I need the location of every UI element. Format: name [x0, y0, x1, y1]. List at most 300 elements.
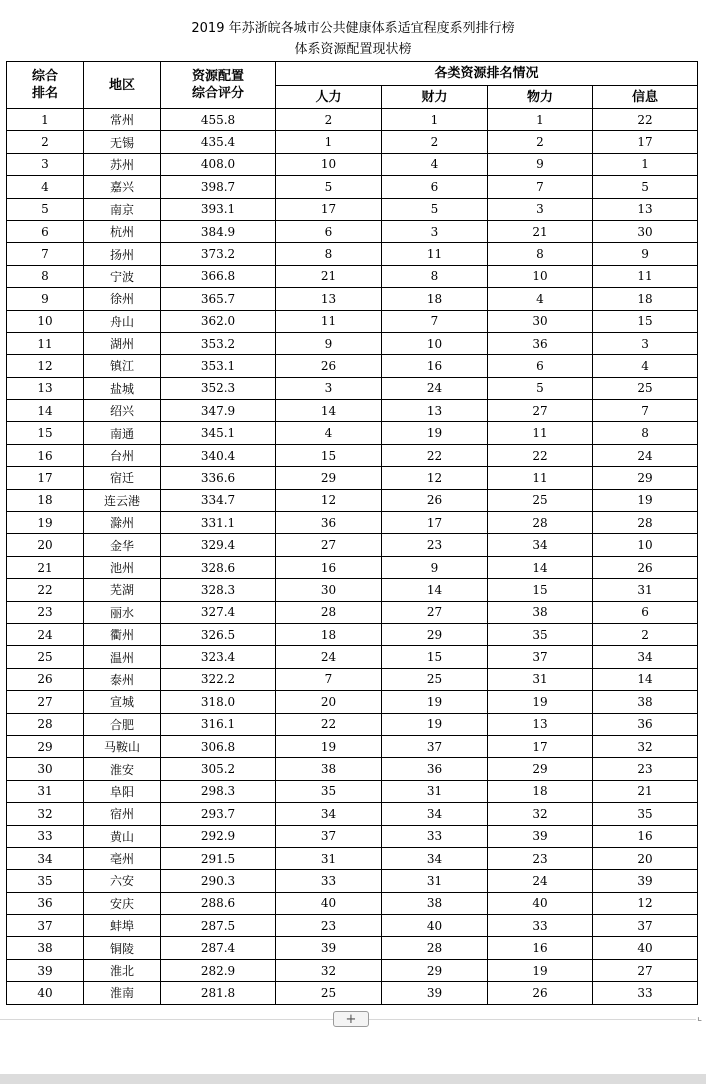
- hr-rank-cell: 33: [276, 870, 382, 892]
- info-rank-cell: 32: [593, 735, 698, 757]
- info-rank-cell: 34: [593, 646, 698, 668]
- header-rank: [7, 62, 84, 109]
- rank-cell: 15: [7, 422, 84, 444]
- info-rank-cell: 2: [593, 623, 698, 645]
- table-row: [7, 534, 698, 556]
- rank-cell: 30: [7, 758, 84, 780]
- city-cell: 无锡: [84, 131, 161, 153]
- info-rank-cell: 17: [593, 131, 698, 153]
- score-cell: 328.6: [161, 556, 276, 578]
- info-rank-cell: 8: [593, 422, 698, 444]
- material-rank-cell: 8: [488, 243, 593, 265]
- material-rank-cell: 5: [488, 377, 593, 399]
- city-cell: 黄山: [84, 825, 161, 847]
- hr-rank-cell: 27: [276, 534, 382, 556]
- horizontal-scrollbar[interactable]: [0, 1074, 706, 1084]
- rank-cell: 11: [7, 332, 84, 354]
- finance-rank-cell: 24: [382, 377, 488, 399]
- rank-cell: 7: [7, 243, 84, 265]
- city-cell: 宿迁: [84, 467, 161, 489]
- hr-rank-cell: 22: [276, 713, 382, 735]
- material-rank-cell: 11: [488, 422, 593, 444]
- table-row: [7, 288, 698, 310]
- rank-cell: 2: [7, 131, 84, 153]
- ranking-table-body: [7, 109, 698, 1005]
- info-rank-cell: 5: [593, 176, 698, 198]
- table-row: [7, 691, 698, 713]
- rank-cell: 32: [7, 803, 84, 825]
- info-rank-cell: 15: [593, 310, 698, 332]
- material-rank-cell: 33: [488, 915, 593, 937]
- material-rank-cell: 18: [488, 780, 593, 802]
- hr-rank-cell: 39: [276, 937, 382, 959]
- rank-cell: 5: [7, 198, 84, 220]
- score-cell: 288.6: [161, 892, 276, 914]
- city-cell: 南京: [84, 198, 161, 220]
- hr-rank-cell: 6: [276, 220, 382, 242]
- finance-rank-cell: 6: [382, 176, 488, 198]
- info-rank-cell: 6: [593, 601, 698, 623]
- rank-cell: 35: [7, 870, 84, 892]
- city-cell: 温州: [84, 646, 161, 668]
- info-rank-cell: 20: [593, 847, 698, 869]
- table-row: [7, 825, 698, 847]
- rank-cell: 27: [7, 691, 84, 713]
- rank-cell: 29: [7, 735, 84, 757]
- finance-rank-cell: 14: [382, 579, 488, 601]
- header-info: 信息: [593, 86, 698, 109]
- table-row: [7, 803, 698, 825]
- hr-rank-cell: 24: [276, 646, 382, 668]
- table-row: [7, 444, 698, 466]
- score-cell: 340.4: [161, 444, 276, 466]
- finance-rank-cell: 7: [382, 310, 488, 332]
- table-row: [7, 959, 698, 981]
- material-rank-cell: 31: [488, 668, 593, 690]
- hr-rank-cell: 4: [276, 422, 382, 444]
- material-rank-cell: 14: [488, 556, 593, 578]
- table-row: [7, 915, 698, 937]
- header-score: [161, 62, 276, 109]
- material-rank-cell: 16: [488, 937, 593, 959]
- finance-rank-cell: 34: [382, 847, 488, 869]
- city-cell: 连云港: [84, 489, 161, 511]
- material-rank-cell: 39: [488, 825, 593, 847]
- finance-rank-cell: 19: [382, 713, 488, 735]
- finance-rank-cell: 25: [382, 668, 488, 690]
- material-rank-cell: 26: [488, 982, 593, 1004]
- table-row: [7, 467, 698, 489]
- finance-rank-cell: 37: [382, 735, 488, 757]
- hr-rank-cell: 8: [276, 243, 382, 265]
- rank-cell: 23: [7, 601, 84, 623]
- table-row: [7, 512, 698, 534]
- finance-rank-cell: 18: [382, 288, 488, 310]
- header-hr: 人力: [276, 86, 382, 109]
- city-cell: 马鞍山: [84, 735, 161, 757]
- material-rank-cell: 37: [488, 646, 593, 668]
- material-rank-cell: 4: [488, 288, 593, 310]
- score-cell: 353.2: [161, 332, 276, 354]
- hr-rank-cell: 1: [276, 131, 382, 153]
- material-rank-cell: 22: [488, 444, 593, 466]
- info-rank-cell: 28: [593, 512, 698, 534]
- material-rank-cell: 24: [488, 870, 593, 892]
- score-cell: 408.0: [161, 153, 276, 175]
- table-row: [7, 735, 698, 757]
- hr-rank-cell: 38: [276, 758, 382, 780]
- city-cell: 合肥: [84, 713, 161, 735]
- info-rank-cell: 19: [593, 489, 698, 511]
- rank-cell: 9: [7, 288, 84, 310]
- rank-cell: 26: [7, 668, 84, 690]
- city-cell: 杭州: [84, 220, 161, 242]
- hr-rank-cell: 17: [276, 198, 382, 220]
- table-row: [7, 758, 698, 780]
- hr-rank-cell: 10: [276, 153, 382, 175]
- header-rank-line2: 排名: [31, 86, 58, 101]
- ranking-table: [6, 61, 698, 1005]
- material-rank-cell: 17: [488, 735, 593, 757]
- score-cell: 345.1: [161, 422, 276, 444]
- table-row: [7, 243, 698, 265]
- table-row: [7, 847, 698, 869]
- city-cell: 舟山: [84, 310, 161, 332]
- score-cell: 366.8: [161, 265, 276, 287]
- info-rank-cell: 18: [593, 288, 698, 310]
- hr-rank-cell: 18: [276, 623, 382, 645]
- table-row: [7, 646, 698, 668]
- table-row: [7, 198, 698, 220]
- score-cell: 336.6: [161, 467, 276, 489]
- finance-rank-cell: 39: [382, 982, 488, 1004]
- city-cell: 衢州: [84, 623, 161, 645]
- finance-rank-cell: 16: [382, 355, 488, 377]
- city-cell: 安庆: [84, 892, 161, 914]
- rank-cell: 38: [7, 937, 84, 959]
- score-cell: 334.7: [161, 489, 276, 511]
- finance-rank-cell: 28: [382, 937, 488, 959]
- city-cell: 镇江: [84, 355, 161, 377]
- table-row: [7, 668, 698, 690]
- table-row: [7, 153, 698, 175]
- rank-cell: 34: [7, 847, 84, 869]
- city-cell: 六安: [84, 870, 161, 892]
- city-cell: 金华: [84, 534, 161, 556]
- rank-cell: 20: [7, 534, 84, 556]
- rank-cell: 25: [7, 646, 84, 668]
- score-cell: 305.2: [161, 758, 276, 780]
- score-cell: 323.4: [161, 646, 276, 668]
- rank-cell: 39: [7, 959, 84, 981]
- finance-rank-cell: 5: [382, 198, 488, 220]
- score-cell: 327.4: [161, 601, 276, 623]
- city-cell: 苏州: [84, 153, 161, 175]
- city-cell: 蚌埠: [84, 915, 161, 937]
- material-rank-cell: 28: [488, 512, 593, 534]
- table-row: [7, 377, 698, 399]
- finance-rank-cell: 31: [382, 870, 488, 892]
- info-rank-cell: 22: [593, 109, 698, 131]
- finance-rank-cell: 38: [382, 892, 488, 914]
- city-cell: 池州: [84, 556, 161, 578]
- info-rank-cell: 14: [593, 668, 698, 690]
- score-cell: 353.1: [161, 355, 276, 377]
- hr-rank-cell: 32: [276, 959, 382, 981]
- material-rank-cell: 9: [488, 153, 593, 175]
- table-row: [7, 982, 698, 1004]
- table-row: [7, 489, 698, 511]
- hr-rank-cell: 20: [276, 691, 382, 713]
- rank-cell: 13: [7, 377, 84, 399]
- table-row: [7, 870, 698, 892]
- rank-cell: 3: [7, 153, 84, 175]
- table-row: [7, 579, 698, 601]
- rank-cell: 1: [7, 109, 84, 131]
- table-row: [7, 422, 698, 444]
- finance-rank-cell: 31: [382, 780, 488, 802]
- hr-rank-cell: 13: [276, 288, 382, 310]
- city-cell: 宁波: [84, 265, 161, 287]
- finance-rank-cell: 33: [382, 825, 488, 847]
- info-rank-cell: 10: [593, 534, 698, 556]
- score-cell: 328.3: [161, 579, 276, 601]
- city-cell: 台州: [84, 444, 161, 466]
- material-rank-cell: 40: [488, 892, 593, 914]
- info-rank-cell: 37: [593, 915, 698, 937]
- material-rank-cell: 19: [488, 959, 593, 981]
- rank-cell: 10: [7, 310, 84, 332]
- hr-rank-cell: 5: [276, 176, 382, 198]
- score-cell: 291.5: [161, 847, 276, 869]
- city-cell: 铜陵: [84, 937, 161, 959]
- finance-rank-cell: 4: [382, 153, 488, 175]
- rank-cell: 8: [7, 265, 84, 287]
- city-cell: 阜阳: [84, 780, 161, 802]
- info-rank-cell: 7: [593, 400, 698, 422]
- material-rank-cell: 36: [488, 332, 593, 354]
- info-rank-cell: 13: [593, 198, 698, 220]
- rank-cell: 4: [7, 176, 84, 198]
- info-rank-cell: 27: [593, 959, 698, 981]
- hr-rank-cell: 9: [276, 332, 382, 354]
- material-rank-cell: 32: [488, 803, 593, 825]
- finance-rank-cell: 1: [382, 109, 488, 131]
- header-resource-group: 各类资源排名情况: [276, 62, 698, 86]
- rank-cell: 18: [7, 489, 84, 511]
- city-cell: 盐城: [84, 377, 161, 399]
- city-cell: 常州: [84, 109, 161, 131]
- hr-rank-cell: 35: [276, 780, 382, 802]
- finance-rank-cell: 40: [382, 915, 488, 937]
- score-cell: 292.9: [161, 825, 276, 847]
- material-rank-cell: 27: [488, 400, 593, 422]
- score-cell: 435.4: [161, 131, 276, 153]
- info-rank-cell: 39: [593, 870, 698, 892]
- score-cell: 281.8: [161, 982, 276, 1004]
- info-rank-cell: 1: [593, 153, 698, 175]
- hr-rank-cell: 36: [276, 512, 382, 534]
- hr-rank-cell: 37: [276, 825, 382, 847]
- city-cell: 丽水: [84, 601, 161, 623]
- finance-rank-cell: 36: [382, 758, 488, 780]
- material-rank-cell: 34: [488, 534, 593, 556]
- info-rank-cell: 26: [593, 556, 698, 578]
- rank-cell: 28: [7, 713, 84, 735]
- hr-rank-cell: 21: [276, 265, 382, 287]
- material-rank-cell: 11: [488, 467, 593, 489]
- header-material: 物力: [488, 86, 593, 109]
- hr-rank-cell: 31: [276, 847, 382, 869]
- material-rank-cell: 13: [488, 713, 593, 735]
- city-cell: 滁州: [84, 512, 161, 534]
- table-row: [7, 265, 698, 287]
- material-rank-cell: 38: [488, 601, 593, 623]
- city-cell: 南通: [84, 422, 161, 444]
- material-rank-cell: 3: [488, 198, 593, 220]
- city-cell: 扬州: [84, 243, 161, 265]
- info-rank-cell: 16: [593, 825, 698, 847]
- score-cell: 293.7: [161, 803, 276, 825]
- hr-rank-cell: 30: [276, 579, 382, 601]
- table-row: [7, 713, 698, 735]
- city-cell: 绍兴: [84, 400, 161, 422]
- info-rank-cell: 12: [593, 892, 698, 914]
- score-cell: 329.4: [161, 534, 276, 556]
- info-rank-cell: 33: [593, 982, 698, 1004]
- info-rank-cell: 11: [593, 265, 698, 287]
- material-rank-cell: 1: [488, 109, 593, 131]
- city-cell: 亳州: [84, 847, 161, 869]
- info-rank-cell: 21: [593, 780, 698, 802]
- material-rank-cell: 15: [488, 579, 593, 601]
- score-cell: 384.9: [161, 220, 276, 242]
- score-cell: 316.1: [161, 713, 276, 735]
- material-rank-cell: 23: [488, 847, 593, 869]
- resize-grip-icon[interactable]: ⌞: [697, 1010, 703, 1023]
- finance-rank-cell: 17: [382, 512, 488, 534]
- finance-rank-cell: 8: [382, 265, 488, 287]
- info-rank-cell: 40: [593, 937, 698, 959]
- hr-rank-cell: 2: [276, 109, 382, 131]
- score-cell: 352.3: [161, 377, 276, 399]
- rank-cell: 24: [7, 623, 84, 645]
- finance-rank-cell: 23: [382, 534, 488, 556]
- score-cell: 331.1: [161, 512, 276, 534]
- add-row-button[interactable]: +: [333, 1011, 369, 1027]
- info-rank-cell: 25: [593, 377, 698, 399]
- material-rank-cell: 35: [488, 623, 593, 645]
- info-rank-cell: 35: [593, 803, 698, 825]
- finance-rank-cell: 26: [382, 489, 488, 511]
- finance-rank-cell: 29: [382, 959, 488, 981]
- score-cell: 318.0: [161, 691, 276, 713]
- table-row: [7, 623, 698, 645]
- table-row: [7, 892, 698, 914]
- city-cell: 徐州: [84, 288, 161, 310]
- material-rank-cell: 25: [488, 489, 593, 511]
- finance-rank-cell: 11: [382, 243, 488, 265]
- score-cell: 365.7: [161, 288, 276, 310]
- city-cell: 宣城: [84, 691, 161, 713]
- table-row: [7, 937, 698, 959]
- info-rank-cell: 4: [593, 355, 698, 377]
- city-cell: 湖州: [84, 332, 161, 354]
- hr-rank-cell: 11: [276, 310, 382, 332]
- score-cell: 306.8: [161, 735, 276, 757]
- rank-cell: 19: [7, 512, 84, 534]
- table-row: [7, 131, 698, 153]
- rank-cell: 22: [7, 579, 84, 601]
- rank-cell: 37: [7, 915, 84, 937]
- info-rank-cell: 31: [593, 579, 698, 601]
- score-cell: 393.1: [161, 198, 276, 220]
- header-rank-line1: 综合: [31, 69, 58, 84]
- score-cell: 298.3: [161, 780, 276, 802]
- city-cell: 泰州: [84, 668, 161, 690]
- score-cell: 282.9: [161, 959, 276, 981]
- score-cell: 326.5: [161, 623, 276, 645]
- score-cell: 290.3: [161, 870, 276, 892]
- page-break-line-right: [369, 1019, 696, 1020]
- table-row: [7, 556, 698, 578]
- hr-rank-cell: 14: [276, 400, 382, 422]
- hr-rank-cell: 19: [276, 735, 382, 757]
- hr-rank-cell: 3: [276, 377, 382, 399]
- score-cell: 287.4: [161, 937, 276, 959]
- rank-cell: 16: [7, 444, 84, 466]
- material-rank-cell: 10: [488, 265, 593, 287]
- hr-rank-cell: 28: [276, 601, 382, 623]
- material-rank-cell: 19: [488, 691, 593, 713]
- table-row: [7, 601, 698, 623]
- table-row: [7, 310, 698, 332]
- finance-rank-cell: 9: [382, 556, 488, 578]
- city-cell: 芜湖: [84, 579, 161, 601]
- score-cell: 322.2: [161, 668, 276, 690]
- info-rank-cell: 36: [593, 713, 698, 735]
- finance-rank-cell: 19: [382, 691, 488, 713]
- score-cell: 373.2: [161, 243, 276, 265]
- hr-rank-cell: 40: [276, 892, 382, 914]
- finance-rank-cell: 15: [382, 646, 488, 668]
- finance-rank-cell: 34: [382, 803, 488, 825]
- hr-rank-cell: 12: [276, 489, 382, 511]
- table-row: [7, 400, 698, 422]
- info-rank-cell: 29: [593, 467, 698, 489]
- hr-rank-cell: 16: [276, 556, 382, 578]
- rank-cell: 12: [7, 355, 84, 377]
- table-row: [7, 176, 698, 198]
- city-cell: 淮北: [84, 959, 161, 981]
- city-cell: 淮安: [84, 758, 161, 780]
- score-cell: 455.8: [161, 109, 276, 131]
- info-rank-cell: 30: [593, 220, 698, 242]
- finance-rank-cell: 3: [382, 220, 488, 242]
- rank-cell: 6: [7, 220, 84, 242]
- finance-rank-cell: 12: [382, 467, 488, 489]
- finance-rank-cell: 19: [382, 422, 488, 444]
- city-cell: 嘉兴: [84, 176, 161, 198]
- hr-rank-cell: 23: [276, 915, 382, 937]
- header-score-line1: 资源配置: [191, 69, 244, 84]
- table-row: [7, 220, 698, 242]
- rank-cell: 14: [7, 400, 84, 422]
- hr-rank-cell: 15: [276, 444, 382, 466]
- score-cell: 287.5: [161, 915, 276, 937]
- rank-cell: 17: [7, 467, 84, 489]
- hr-rank-cell: 26: [276, 355, 382, 377]
